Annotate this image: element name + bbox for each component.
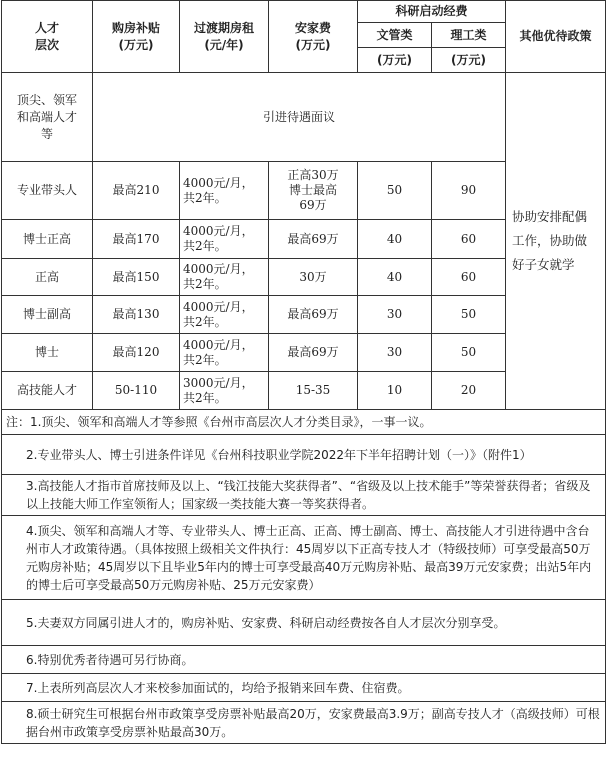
note-8: 8.硕士研究生可根据台州市政策享受房票补贴最高20万，安家费最高3.9万；副高专技人才（高级技师）可根据台州市政策享受房票补贴最高30万。 [2, 702, 606, 744]
rent-cell: 3000元/月， 共2年。 [180, 372, 269, 410]
sci-cell: 60 [432, 220, 506, 259]
settle-cell: 正高30万 博士最高 69万 [269, 162, 358, 220]
note-3: 3.高技能人才指市首席技师及以上、“钱江技能大奖获得者”、“省级及以上技术能手”等荣誉获得者；省级及以上技能大师工作室领衔人；国家级一类技能大赛一等奖获得者。 [2, 475, 606, 516]
note-row [2, 646, 606, 674]
mgmt-cell: 50 [358, 162, 432, 220]
housing-cell: 50-110 [93, 372, 180, 410]
rent-cell: 4000元/月， 共2年。 [180, 162, 269, 220]
housing-cell: 最高210 [93, 162, 180, 220]
header-other-policy: 其他优待政策 [506, 1, 606, 73]
level-cell: 博士副高 [2, 296, 93, 334]
housing-cell: 最高170 [93, 220, 180, 259]
level-top-talent: 顶尖、领军 和高端人才 等 [2, 73, 93, 162]
other-policy-text: 协助安排配偶工作，协助做好子女就学 [506, 73, 606, 410]
header-research-startup: 科研启动经费 [358, 1, 506, 23]
header-housing-subsidy: 购房补贴 (万元) [93, 1, 180, 73]
note-2: 2.专业带头人、博士引进条件详见《台州科技职业学院2022年下半年招聘计划（一）》（附件1） [2, 435, 606, 475]
mgmt-cell: 40 [358, 220, 432, 259]
sci-cell: 20 [432, 372, 506, 410]
mgmt-cell: 30 [358, 296, 432, 334]
housing-cell: 最高130 [93, 296, 180, 334]
settle-cell: 最高69万 [269, 220, 358, 259]
settle-cell: 最高69万 [269, 296, 358, 334]
header-management-unit: (万元) [358, 48, 432, 73]
rent-cell: 4000元/月， 共2年。 [180, 334, 269, 372]
rent-cell: 4000元/月， 共2年。 [180, 220, 269, 259]
level-cell: 正高 [2, 259, 93, 296]
sci-cell: 90 [432, 162, 506, 220]
note-row [2, 600, 606, 646]
housing-cell: 最高150 [93, 259, 180, 296]
settle-cell: 最高69万 [269, 334, 358, 372]
level-cell: 高技能人才 [2, 372, 93, 410]
mgmt-cell: 30 [358, 334, 432, 372]
rent-cell: 4000元/月， 共2年。 [180, 296, 269, 334]
note-5: 5.夫妻双方同属引进人才的，购房补贴、安家费、科研启动经费按各自人才层次分别享受。 [2, 600, 606, 646]
housing-cell: 最高120 [93, 334, 180, 372]
header-settlement-fee: 安家费 (万元) [269, 1, 358, 73]
note-6: 6.特别优秀者待遇可另行协商。 [2, 646, 606, 674]
sci-cell: 60 [432, 259, 506, 296]
top-talent-treatment: 引进待遇面议 [93, 73, 506, 162]
header-science-engineering-unit: (万元) [432, 48, 506, 73]
header-management: 文管类 [358, 23, 432, 48]
note-row [2, 475, 606, 516]
note-row [2, 674, 606, 702]
note-1: 注：1.顶尖、领军和高端人才等参照《台州市高层次人才分类目录》，一事一议。 [2, 410, 606, 435]
note-row [2, 435, 606, 475]
rent-cell: 4000元/月， 共2年。 [180, 259, 269, 296]
mgmt-cell: 40 [358, 259, 432, 296]
note-row [2, 410, 606, 435]
note-4: 4.顶尖、领军和高端人才等、专业带头人、博士正高、正高、博士副高、博士、高技能人才引进待遇中含台州市人才政策待遇。（具体按照上级相关文件执行：45周岁以下正高专技人才（特级技师）可享受最高50万元购房补贴；45周岁以下且毕业5年内的博士可享受最高40万元购房补贴、最高39万元安家费；出站5年内的博士后可享受最高50万元购房补贴、25万元安家费） [2, 516, 606, 600]
talent-policy-table [1, 0, 606, 744]
level-cell: 博士 [2, 334, 93, 372]
level-cell: 专业带头人 [2, 162, 93, 220]
settle-cell: 15-35 [269, 372, 358, 410]
settle-cell: 30万 [269, 259, 358, 296]
header-transition-rent: 过渡期房租 (元/年) [180, 1, 269, 73]
note-7: 7.上表所列高层次人才来校参加面试的，均给予报销来回车费、住宿费。 [2, 674, 606, 702]
note-row [2, 516, 606, 600]
mgmt-cell: 10 [358, 372, 432, 410]
sci-cell: 50 [432, 334, 506, 372]
note-row [2, 702, 606, 744]
header-science-engineering: 理工类 [432, 23, 506, 48]
sci-cell: 50 [432, 296, 506, 334]
header-level: 人才 层次 [2, 1, 93, 73]
level-cell: 博士正高 [2, 220, 93, 259]
